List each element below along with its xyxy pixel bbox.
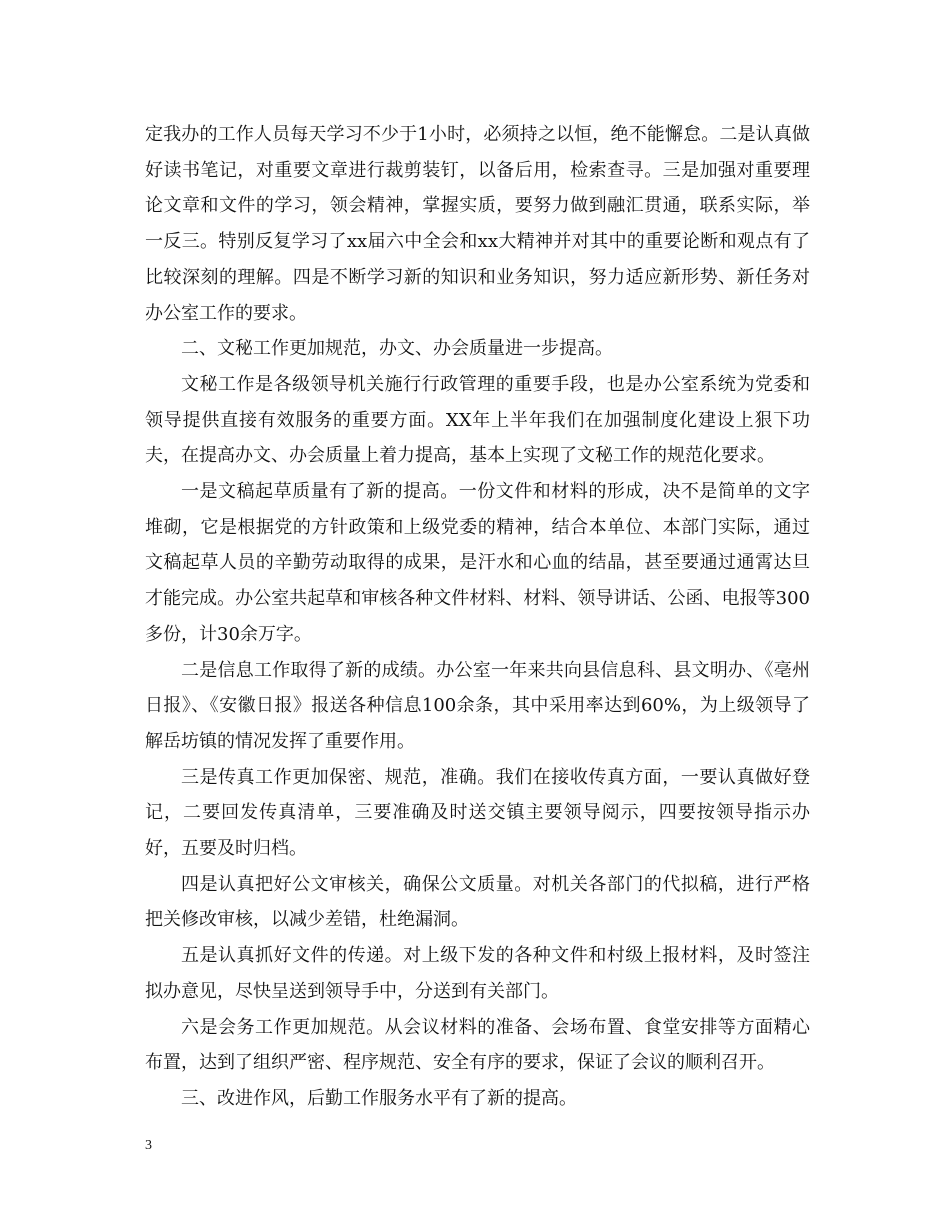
heading-logistics-work: 三、改进作风，后勤工作服务水平有了新的提高。: [181, 1087, 577, 1109]
paragraph-fax-work: 三是传真工作更加保密、规范，准确。我们在接收传真方面，一要认真做好登记，二要回发传真清单，三要准确及时送交镇主要领导阅示，四要按领导指示办好，五要及时归档。: [145, 766, 810, 860]
paragraph-document-review: 四是认真把好公文审核关，确保公文质量。对机关各部门的代拟稿，进行严格把关修改审核，以减少差错，杜绝漏洞。: [145, 873, 810, 931]
page-number: 3: [145, 1138, 152, 1153]
paragraph-meeting-work: 六是会务工作更加规范。从会议材料的准备、会场布置、食堂安排等方面精心布置，达到了组织严密、程序规范、安全有序的要求，保证了会议的顺利召开。: [145, 1016, 810, 1074]
paragraph-study-measures: 定我办的工作人员每天学习不少于1小时，必须持之以恒，绝不能懈怠。二是认真做好读书笔记，对重要文章进行裁剪装钉，以备后用，检索查寻。三是加强对重要理论文章和文件的学习，领会精神，掌握实质，要努力做到融汇贯通，联系实际，举一反三。特别反复学习了xx届六中全会和xx大精神并对其中的重要论断和观点有了比较深刻的理解。四是不断学习新的知识和业务知识，努力适应新形势、新任务对办公室工作的要求。: [145, 124, 810, 324]
heading-secretarial-work: 二、文秘工作更加规范，办文、办会质量进一步提高。: [181, 338, 613, 360]
paragraph-secretarial-overview: 文秘工作是各级领导机关施行行政管理的重要手段，也是办公室系统为党委和领导提供直接有效服务的重要方面。XX年上半年我们在加强制度化建设上狠下功夫，在提高办文、办会质量上着力提高，基本上实现了文秘工作的规范化要求。: [145, 373, 810, 467]
paragraph-information-work: 二是信息工作取得了新的成绩。办公室一年来共向县信息科、县文明办、《亳州日报》、《安徽日报》报送各种信息100余条，其中采用率达到60%，为上级领导了解岳坊镇的情况发挥了重要作用。: [145, 659, 810, 752]
paragraph-drafting-quality: 一是文稿起草质量有了新的提高。一份文件和材料的形成，决不是简单的文字堆砌，它是根据党的方针政策和上级党委的精神，结合本单位、本部门实际，通过文稿起草人员的辛勤劳动取得的成果，是汗水和心血的结晶，甚至要通过通霄达旦才能完成。办公室共起草和审核各种文件材料、材料、领导讲话、公函、电报等300多份，计30余万字。: [145, 481, 810, 645]
document-body: [145, 117, 810, 1117]
paragraph-document-delivery: 五是认真抓好文件的传递。对上级下发的各种文件和村级上报材料，及时签注拟办意见，尽快呈送到领导手中，分送到有关部门。: [145, 945, 810, 1002]
